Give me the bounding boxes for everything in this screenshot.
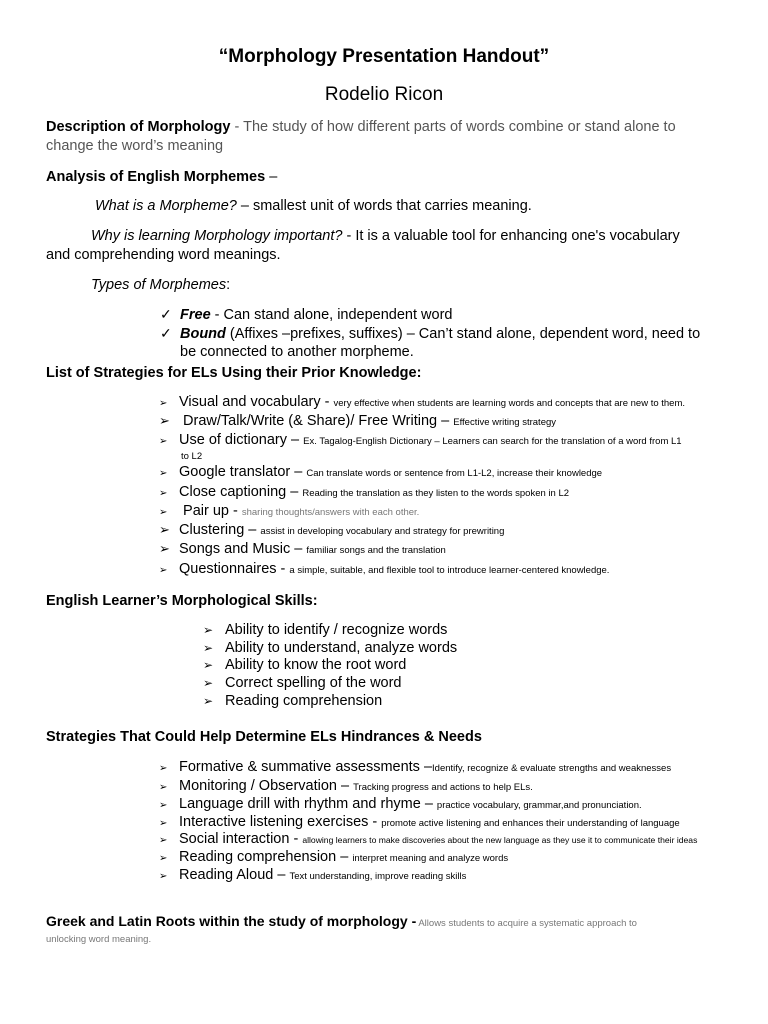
arrow-bullet-icon: ➢ <box>203 623 214 637</box>
arrow-bullet-icon: ➢ <box>203 694 214 708</box>
list-item: ➢ Use of dictionary – Ex. Tagalog-English Dictionary – Learners can search for the translation of a word from L1 <box>159 431 682 451</box>
arrow-bullet-icon: ➢ <box>159 800 168 811</box>
list-item: ➢ Google translator – Can translate words or sentence from L1-L2, increase their knowledge <box>159 463 602 483</box>
type-item-free: ✓ Free - Can stand alone, independent word <box>160 306 453 323</box>
list-item-continuation: to L2 <box>181 451 203 462</box>
types-label: Types of Morphemes: <box>91 277 231 293</box>
arrow-bullet-icon: ➢ <box>159 835 168 846</box>
list-item: ➢ Formative & summative assessments –Identify, recognize & evaluate strengths and weaknesses <box>159 758 671 778</box>
description-text-line2: change the word’s meaning <box>46 138 224 154</box>
arrow-bullet-icon: ➢ <box>159 468 168 479</box>
checkmark-icon: ✓ <box>160 325 172 341</box>
list-item: ➢ Questionnaires - a simple, suitable, and flexible tool to introduce learner-centered knowledge. <box>159 560 609 580</box>
list-item: ➢ Visual and vocabulary - very effective when students are learning words and concepts that are new to them. <box>159 393 685 413</box>
arrow-bullet-icon: ➢ <box>159 818 168 829</box>
checkmark-icon: ✓ <box>160 306 172 322</box>
arrow-bullet-icon: ➢ <box>159 782 168 793</box>
skill-item: ➢ Ability to identify / recognize words <box>203 622 448 638</box>
hindrances-heading: Strategies That Could Help Determine ELs Hindrances & Needs <box>46 729 482 745</box>
analysis-heading: Analysis of English Morphemes – <box>46 169 278 185</box>
roots-paragraph: Greek and Latin Roots within the study of morphology - Allows students to acquire a systematic approach to $^{unlocking word meaning.}$ <box>46 913 637 945</box>
arrow-bullet-icon: ➢ <box>159 488 168 499</box>
arrow-bullet-icon: ➢ <box>159 565 168 576</box>
list-item: ➢ Clustering – assist in developing vocabulary and strategy for prewriting <box>159 522 505 538</box>
arrow-bullet-icon: ➢ <box>203 676 214 690</box>
list-item: ➢ Social interaction - allowing learners to make discoveries about the new language as they use it to communicate their ideas <box>159 830 697 850</box>
document-title: “Morphology Presentation Handout” <box>218 46 550 67</box>
arrow-bullet-icon: ➢ <box>159 763 168 774</box>
skill-item: ➢ Reading comprehension <box>203 693 383 709</box>
list-item: ➢ Songs and Music – familiar songs and the translation <box>159 541 446 557</box>
arrow-bullet-icon: ➢ <box>159 413 170 428</box>
arrow-bullet-icon: ➢ <box>159 541 170 556</box>
list-item: ➢ Language drill with rhythm and rhyme – practice vocabulary, grammar,and pronunciation. <box>159 795 642 815</box>
description-paragraph: Description of Morphology - The study of how different parts of words combine or stand alone to change the word’s meaning <box>46 119 676 154</box>
strategies-prior-heading: List of Strategies for ELs Using their Prior Knowledge: <box>46 365 422 381</box>
list-item: ➢ Interactive listening exercises - promote active listening and enhances their understanding of language <box>159 813 680 833</box>
list-item: ➢ Monitoring / Observation – Tracking progress and actions to help ELs. <box>159 777 533 797</box>
author-name: Rodelio Ricon <box>324 84 444 105</box>
arrow-bullet-icon: ➢ <box>159 871 168 882</box>
importance-paragraph: Why is learning Morphology important? - It is a valuable tool for enhancing one's vocabulary and comprehending word meanings. <box>46 228 680 263</box>
type-item-bound: ✓ Bound (Affixes –prefixes, suffixes) – Can’t stand alone, dependent word, need to be connected to another morpheme. <box>160 325 701 360</box>
list-item: ➢ Draw/Talk/Write (& Share)/ Free Writing – Effective writing strategy <box>159 413 557 429</box>
description-text-line1: The study of how different parts of words combine or stand alone to <box>243 119 676 135</box>
arrow-bullet-icon: ➢ <box>159 507 168 518</box>
morpheme-definition: What is a Morpheme? – smallest unit of words that carries meaning. <box>95 198 532 214</box>
description-label: Description of Morphology <box>46 119 231 135</box>
arrow-bullet-icon: ➢ <box>159 522 170 537</box>
arrow-bullet-icon: ➢ <box>159 853 168 864</box>
skill-item: ➢ Ability to understand, analyze words <box>203 640 458 656</box>
list-item: ➢ Pair up - sharing thoughts/answers with each other. <box>159 502 419 522</box>
skills-heading: English Learner’s Morphological Skills: <box>46 593 318 609</box>
arrow-bullet-icon: ➢ <box>159 398 168 409</box>
arrow-bullet-icon: ➢ <box>159 436 168 447</box>
arrow-bullet-icon: ➢ <box>203 658 214 672</box>
list-item: ➢ Reading comprehension – interpret meaning and analyze words <box>159 848 508 868</box>
list-item: ➢ Reading Aloud – Text understanding, improve reading skills <box>159 866 466 886</box>
arrow-bullet-icon: ➢ <box>203 641 214 655</box>
skill-item: ➢ Correct spelling of the word <box>203 675 402 691</box>
list-item: ➢ Close captioning – Reading the translation as they listen to the words spoken in L2 <box>159 483 569 503</box>
skill-item: ➢ Ability to know the root word <box>203 657 407 673</box>
